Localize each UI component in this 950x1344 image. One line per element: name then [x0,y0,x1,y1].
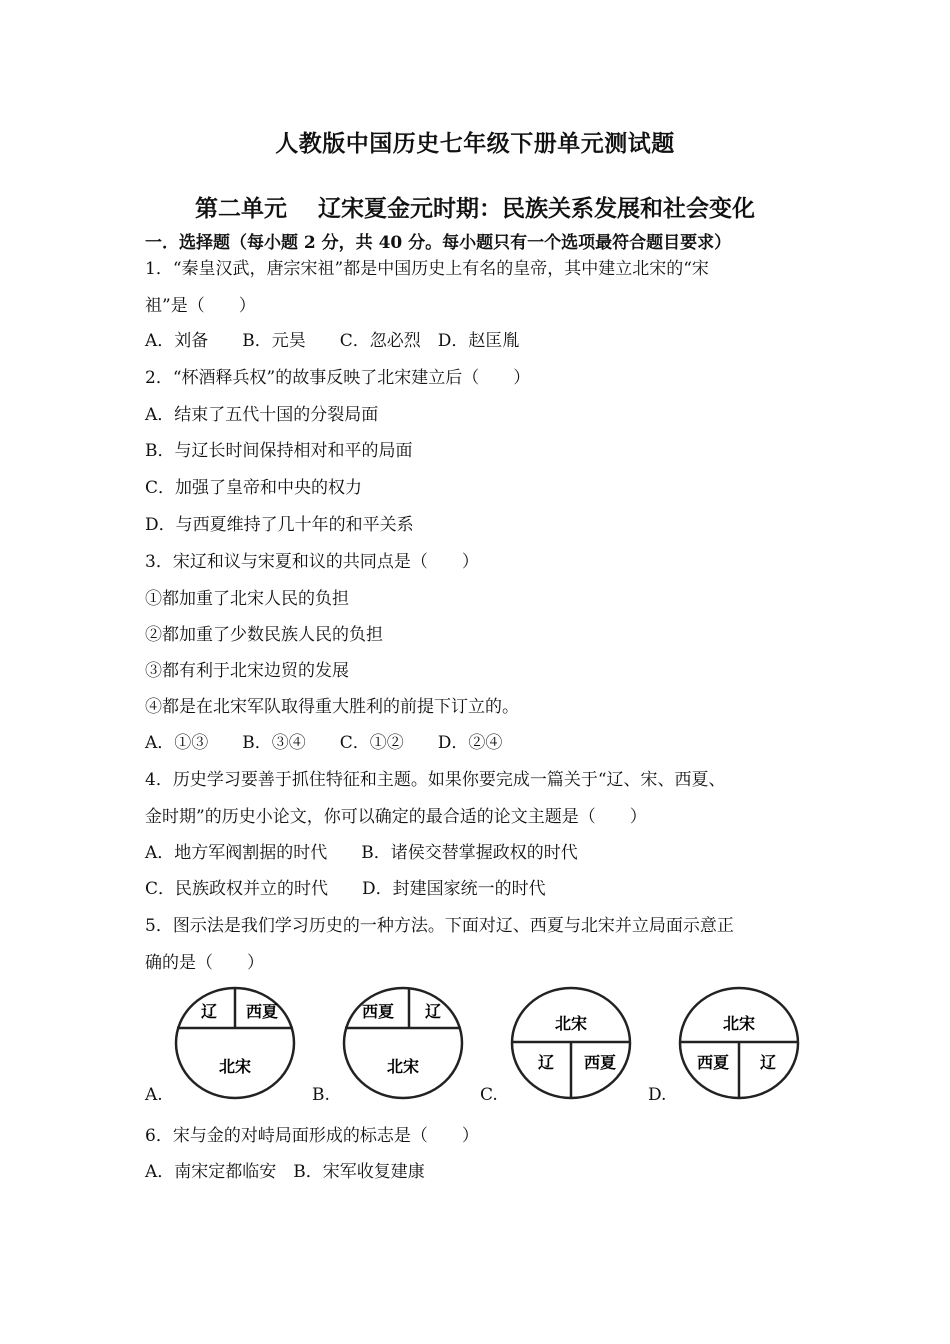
q3-item-1: ①都加重了北宋人民的负担 [145,589,349,609]
label-beisong: 北宋 [722,1014,756,1033]
q4-stem-line2: 金时期”的历史小论文，你可以确定的最合适的论文主题是（ ） [145,807,647,827]
q3-item-4: ④都是在北宋军队取得重大胜利的前提下订立的。 [145,697,519,717]
q1-options: A．刘备 B．元昊 C．忽必烈 D．赵匡胤 [145,331,520,351]
label-beisong: 北宋 [218,1057,252,1076]
label-xixia: 西夏 [583,1053,617,1072]
label-liao: 辽 [424,1002,442,1021]
q5-stem-line2: 确的是（ ） [145,953,264,973]
q5-figure-c [508,985,634,1103]
label-liao: 辽 [200,1002,218,1021]
page-subtitle: 第二单元 辽宋夏金元时期：民族关系发展和社会变化 [194,195,755,222]
q5-figure-d [676,985,802,1103]
q6-options: A．南宋定都临安 B．宋军收复建康 [145,1162,425,1182]
q6-stem: 6．宋与金的对峙局面形成的标志是（ ） [145,1126,479,1146]
q2-option-c: C．加强了皇帝和中央的权力 [145,478,363,498]
q2-option-d: D．与西夏维持了几十年的和平关系 [145,515,414,535]
q5-fig-d-letter: D. [648,1085,667,1105]
q5-figure-a [172,985,298,1103]
q2-option-a: A．结束了五代十国的分裂局面 [145,405,379,425]
q2-option-b: B．与辽长时间保持相对和平的局面 [145,441,413,461]
q3-item-3: ③都有利于北宋边贸的发展 [145,661,349,681]
q4-options-row2: C．民族政权并立的时代 D．封建国家统一的时代 [145,879,546,899]
q1-stem-line1: 1．“秦皇汉武，唐宗宋祖”都是中国历史上有名的皇帝，其中建立北宋的“宋 [145,259,709,279]
label-xixia: 西夏 [361,1002,395,1021]
q3-options: A．①③ B．③④ C．①② D．②④ [145,733,503,753]
q5-fig-c-letter: C. [480,1085,498,1105]
q5-figure-b [340,985,466,1103]
q5-fig-b-letter: B. [312,1085,330,1105]
label-liao: 辽 [537,1053,555,1072]
q5-fig-a-letter: A. [145,1085,163,1105]
section-heading: 一．选择题（每小题 2 分，共 40 分。每小题只有一个选项最符合题目要求） [145,233,732,253]
label-liao: 辽 [759,1053,777,1072]
q5-stem-line1: 5．图示法是我们学习历史的一种方法。下面对辽、西夏与北宋并立局面示意正 [145,916,734,936]
label-beisong: 北宋 [386,1057,420,1076]
q1-stem-line2: 祖”是（ ） [145,296,256,316]
q4-options-row1: A．地方军阀割据的时代 B．诸侯交替掌握政权的时代 [145,843,578,863]
q3-item-2: ②都加重了少数民族人民的负担 [145,625,383,645]
page-title: 人教版中国历史七年级下册单元测试题 [275,130,675,157]
label-beisong: 北宋 [554,1014,588,1033]
q3-stem: 3．宋辽和议与宋夏和议的共同点是（ ） [145,552,479,572]
q4-stem-line1: 4．历史学习要善于抓住特征和主题。如果你要完成一篇关于“辽、宋、西夏、 [145,770,726,790]
q2-stem: 2．“杯酒释兵权”的故事反映了北宋建立后（ ） [145,368,531,388]
label-xixia: 西夏 [696,1053,730,1072]
label-xixia: 西夏 [245,1002,279,1021]
